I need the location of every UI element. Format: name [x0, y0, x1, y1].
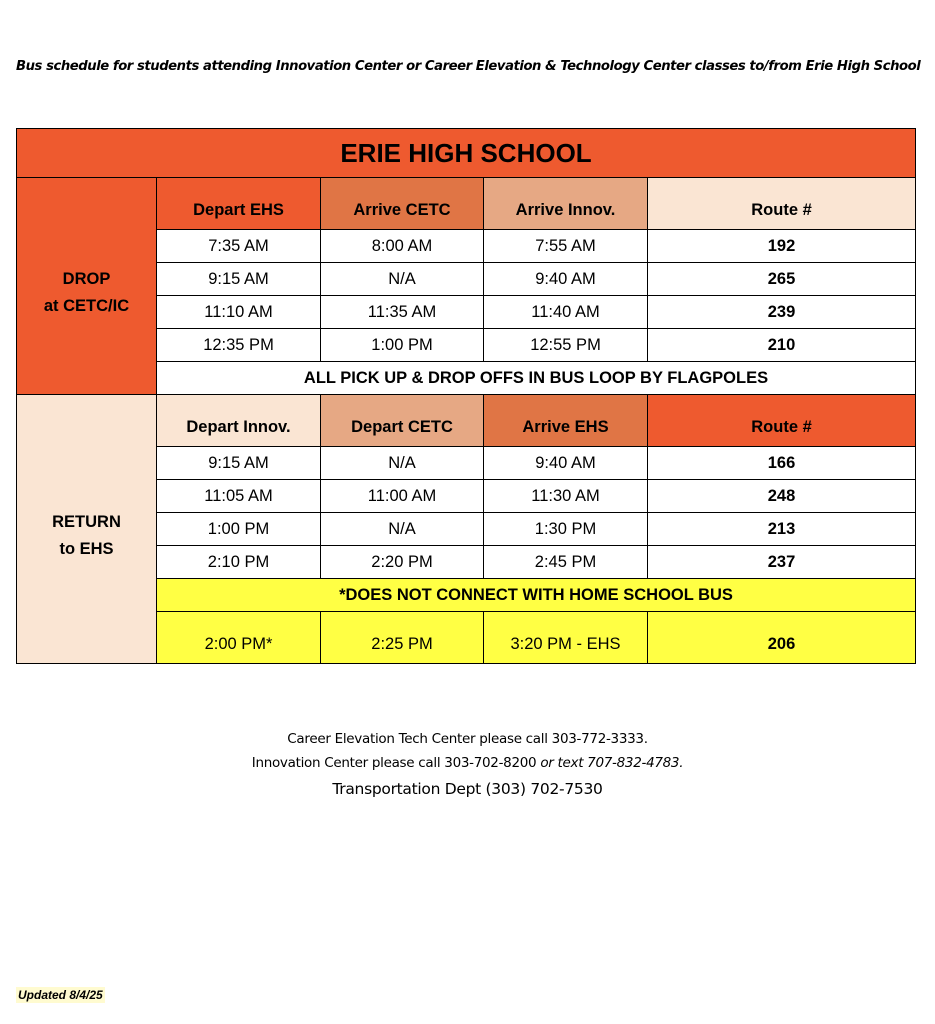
header-arrive-ehs: Arrive EHS [484, 395, 648, 447]
header-arrive-innov: Arrive Innov. [484, 178, 648, 230]
bus-schedule-table [16, 128, 916, 664]
cell: 11:10 AM [157, 296, 321, 329]
route-cell: 192 [648, 230, 916, 263]
cell: 9:40 AM [484, 447, 648, 480]
header-route: Route # [648, 178, 916, 230]
contact-cetc: Career Elevation Tech Center please call 303-772-3333. [287, 731, 648, 747]
route-cell: 213 [648, 513, 916, 546]
cell: 11:35 AM [321, 296, 484, 329]
cell: 7:55 AM [484, 230, 648, 263]
drop-label-line1: DROP [62, 270, 111, 288]
cell: 11:30 AM [484, 480, 648, 513]
intro-text: Bus schedule for students attending Innovation Center or Career Elevation & Technology Center classes to/from Erie High School [16, 59, 921, 74]
cell: 1:00 PM [321, 329, 484, 362]
cell: 11:40 AM [484, 296, 648, 329]
contact-ic-main: Innovation Center please call 303-702-8200 [251, 755, 541, 771]
contact-transport: Transportation Dept (303) 702-7530 [332, 780, 603, 798]
contact-ic [0, 755, 935, 771]
route-cell: 239 [648, 296, 916, 329]
header-depart-cetc: Depart CETC [321, 395, 484, 447]
route-cell: 210 [648, 329, 916, 362]
updated-date: Updated 8/4/25 [18, 988, 103, 1002]
route-cell: 166 [648, 447, 916, 480]
header-route: Route # [648, 395, 916, 447]
cell: 9:40 AM [484, 263, 648, 296]
header-arrive-cetc: Arrive CETC [321, 178, 484, 230]
cell: 9:15 AM [157, 263, 321, 296]
cell: N/A [321, 447, 484, 480]
return-label-line2: to EHS [59, 540, 114, 558]
cell: 12:35 PM [157, 329, 321, 362]
route-cell: 237 [648, 546, 916, 579]
route-cell: 248 [648, 480, 916, 513]
cell: 1:00 PM [157, 513, 321, 546]
cell: 2:00 PM* [157, 612, 321, 664]
cell: 12:55 PM [484, 329, 648, 362]
cell: 2:45 PM [484, 546, 648, 579]
cell: 11:05 AM [157, 480, 321, 513]
cell: 2:20 PM [321, 546, 484, 579]
cell: 2:25 PM [321, 612, 484, 664]
route-cell: 206 [648, 612, 916, 664]
cell: N/A [321, 513, 484, 546]
cell: 1:30 PM [484, 513, 648, 546]
table-title: ERIE HIGH SCHOOL [17, 129, 916, 178]
header-depart-ehs: Depart EHS [157, 178, 321, 230]
return-label-line1: RETURN [52, 513, 121, 531]
route-cell: 265 [648, 263, 916, 296]
cell: 2:10 PM [157, 546, 321, 579]
cell: 7:35 AM [157, 230, 321, 263]
drop-section-label [17, 178, 157, 395]
contact-ic-alt: or text 707-832-4783. [540, 755, 684, 771]
cell: 3:20 PM - EHS [484, 612, 648, 664]
header-depart-innov: Depart Innov. [157, 395, 321, 447]
return-section-label [17, 395, 157, 664]
cell: N/A [321, 263, 484, 296]
cell: 11:00 AM [321, 480, 484, 513]
drop-note: ALL PICK UP & DROP OFFS IN BUS LOOP BY FLAGPOLES [157, 362, 916, 395]
cell: 9:15 AM [157, 447, 321, 480]
cell: 8:00 AM [321, 230, 484, 263]
return-note: *DOES NOT CONNECT WITH HOME SCHOOL BUS [157, 579, 916, 612]
drop-label-line2: at CETC/IC [43, 297, 130, 315]
